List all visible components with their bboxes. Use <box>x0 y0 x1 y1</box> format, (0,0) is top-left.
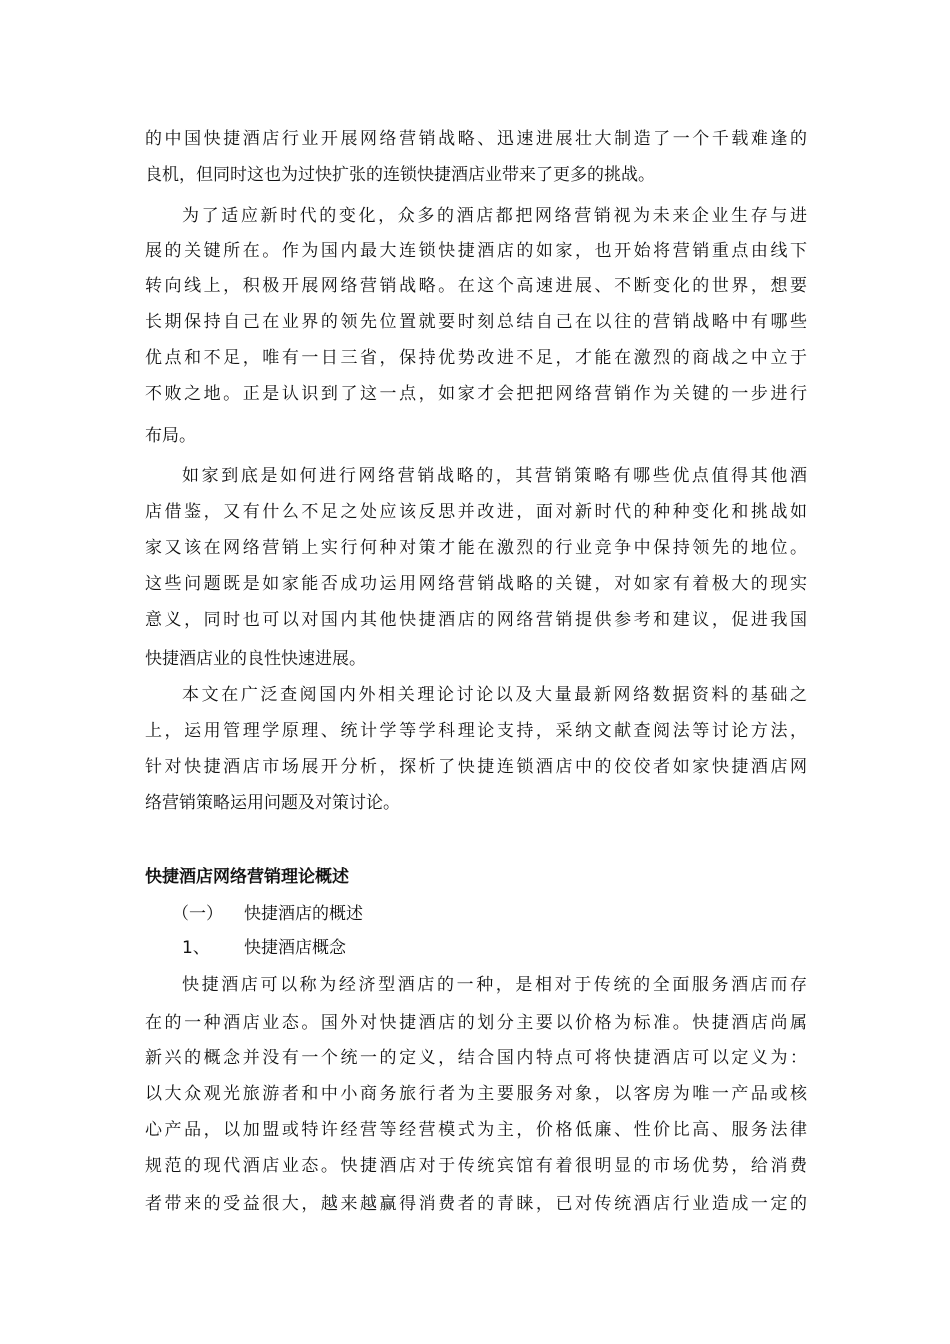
subsection-number: （一） <box>172 904 223 924</box>
sub-subsection-title: 快捷酒店概念 <box>244 938 346 958</box>
subsection-heading <box>172 903 834 925</box>
paragraph-line: 转向线上，积极开展网络营销战略。在这个高速进展、不断变化的世界，想要 <box>145 276 807 296</box>
paragraph-line: 新兴的概念并没有一个统一的定义，结合国内特点可将快捷酒店可以定义为： <box>145 1048 807 1068</box>
paragraph-line: 这些问题既是如家能否成功运用网络营销战略的关键，对如家有着极大的现实 <box>145 574 807 594</box>
paragraph-line: 为了适应新时代的变化，众多的酒店都把网络营销视为未来企业生存与进 <box>182 206 807 226</box>
sub-subsection-number: 1、 <box>182 938 210 958</box>
paragraph-line: 规范的现代酒店业态。快捷酒店对于传统宾馆有着很明显的市场优势，给消费 <box>145 1156 807 1176</box>
paragraph-line: 快捷酒店业的良性快速进展。 <box>145 649 366 669</box>
paragraph-line: 意义，同时也可以对国内其他快捷酒店的网络营销提供参考和建议，促进我国 <box>145 610 807 630</box>
paragraph-line: 者带来的受益很大，越来越赢得消费者的青睐，已对传统酒店行业造成一定的 <box>145 1194 807 1214</box>
paragraph-line: 展的关键所在。作为国内最大连锁快捷酒店的如家，也开始将营销重点由线下 <box>145 241 807 261</box>
paragraph-line: 上，运用管理学原理、统计学等学科理论支持，采纳文献查阅法等讨论方法， <box>145 721 807 741</box>
paragraph-line: 不败之地。正是认识到了这一点，如家才会把把网络营销作为关键的一步进行 <box>145 384 807 404</box>
paragraph-line: 快捷酒店可以称为经济型酒店的一种，是相对于传统的全面服务酒店而存 <box>182 975 807 995</box>
paragraph-line: 优点和不足，唯有一日三省，保持优势改进不足，才能在激烈的商战之中立于 <box>145 348 807 368</box>
paragraph-line: 如家到底是如何进行网络营销战略的，其营销策略有哪些优点值得其他酒 <box>182 466 807 486</box>
paragraph-line: 本文在广泛查阅国内外相关理论讨论以及大量最新网络数据资料的基础之 <box>182 685 807 705</box>
paragraph-line: 长期保持自己在业界的领先位置就要时刻总结自己在以往的营销战略中有哪些 <box>145 312 807 332</box>
paragraph-line: 的中国快捷酒店行业开展网络营销战略、迅速进展壮大制造了一个千载难逢的 <box>145 129 807 149</box>
paragraph-line: 在的一种酒店业态。国外对快捷酒店的划分主要以价格为标准。快捷酒店尚属 <box>145 1013 807 1033</box>
subsection-title: 快捷酒店的概述 <box>244 904 363 924</box>
paragraph-line: 家又该在网络营销上实行何种对策才能在激烈的行业竞争中保持领先的地位。 <box>145 538 807 558</box>
paragraph-line: 店借鉴，又有什么不足之处应该反思并改进，面对新时代的种种变化和挑战如 <box>145 502 807 522</box>
paragraph-line: 以大众观光旅游者和中小商务旅行者为主要服务对象，以客房为唯一产品或核 <box>145 1084 807 1104</box>
sub-subsection-heading <box>182 937 844 959</box>
paragraph-line: 络营销策略运用问题及对策讨论。 <box>145 793 400 813</box>
paragraph-line: 针对快捷酒店市场展开分析，探析了快捷连锁酒店中的佼佼者如家快捷酒店网 <box>145 757 807 777</box>
section-heading: 快捷酒店网络营销理论概述 <box>145 867 349 887</box>
paragraph-line: 布局。 <box>145 426 196 446</box>
paragraph-line: 心产品，以加盟或特许经营等经营模式为主，价格低廉、性价比高、服务法律 <box>145 1120 807 1140</box>
paragraph-line: 良机，但同时这也为过快扩张的连锁快捷酒店业带来了更多的挑战。 <box>145 165 655 185</box>
